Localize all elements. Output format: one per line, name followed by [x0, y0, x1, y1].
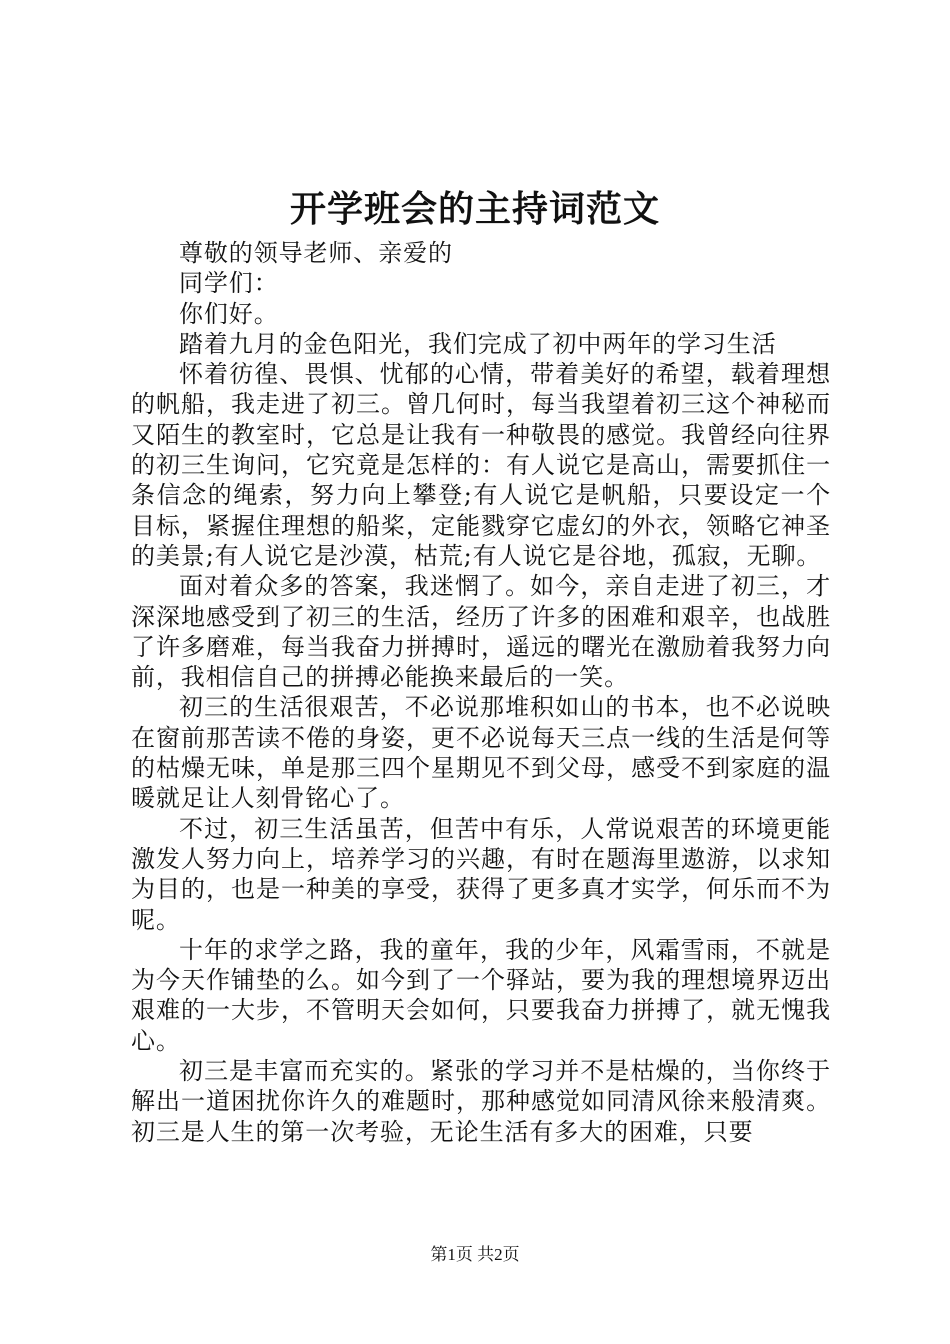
page-footer: 第1页 共2页 [430, 1245, 520, 1264]
greeting-line-3: 你们好。 [179, 299, 279, 328]
paragraph: 初三的生活很艰苦，不必说那堆积如山的书本，也不必说映在窗前那苦读不倦的身姿，更不必说每天三点一线的生活是何等的枯燥无味，单是那三四个星期见不到父母，感受不到家庭的温暖就足让人刻骨铭心了。 [131, 693, 831, 813]
greeting-line-2: 同学们： [179, 269, 279, 298]
paragraph: 初三是丰富而充实的。紧张的学习并不是枯燥的，当你终于解出一道困扰你许久的难题时，那种感觉如同清风徐来般清爽。初三是人生的第一次考验，无论生活有多大的困难，只要 [131, 1057, 831, 1146]
paragraph: 怀着彷徨、畏惧、忧郁的心情，带着美好的希望，载着理想的帆船，我走进了初三。曾几何时，每当我望着初三这个神秘而又陌生的教室时，它总是让我有一种敬畏的感觉。我曾经向往界的初三生询问，它究竟是怎样的：有人说它是高山，需要抓住一条信念的绳索，努力向上攀登;有人说它是帆船，只要设定一个目标，紧握住理想的船桨，定能戮穿它虚幻的外衣，领略它神圣的美景;有人说它是沙漠，枯荒;有人说它是谷地，孤寂，无聊。 [131, 360, 831, 570]
greeting-line-1: 尊敬的领导老师、亲爱的 [179, 239, 453, 267]
paragraph: 十年的求学之路，我的童年，我的少年，风霜雪雨，不就是为今天作铺垫的么。如今到了一个驿站，要为我的理想境界迈出艰难的一大步，不管明天会如何，只要我奋力拼搏了，就无愧我心。 [131, 935, 831, 1055]
document-title: 开学班会的主持词范文 [289, 188, 660, 230]
paragraph: 踏着九月的金色阳光，我们完成了初中两年的学习生活 [179, 329, 777, 358]
paragraph: 面对着众多的答案，我迷惘了。如今，亲自走进了初三，才深深地感受到了初三的生活，经历了许多的困难和艰辛，也战胜了许多磨难，每当我奋力拼搏时，遥远的曙光在激励着我努力向前，我相信自己的拼搏必能换来最后的一笑。 [131, 572, 831, 692]
document-body [131, 238, 831, 1147]
paragraph: 不过，初三生活虽苦，但苦中有乐，人常说艰苦的环境更能激发人努力向上，培养学习的兴趣，有时在题海里遨游，以求知为目的，也是一种美的享受，获得了更多真才实学，何乐而不为呢。 [131, 814, 831, 934]
